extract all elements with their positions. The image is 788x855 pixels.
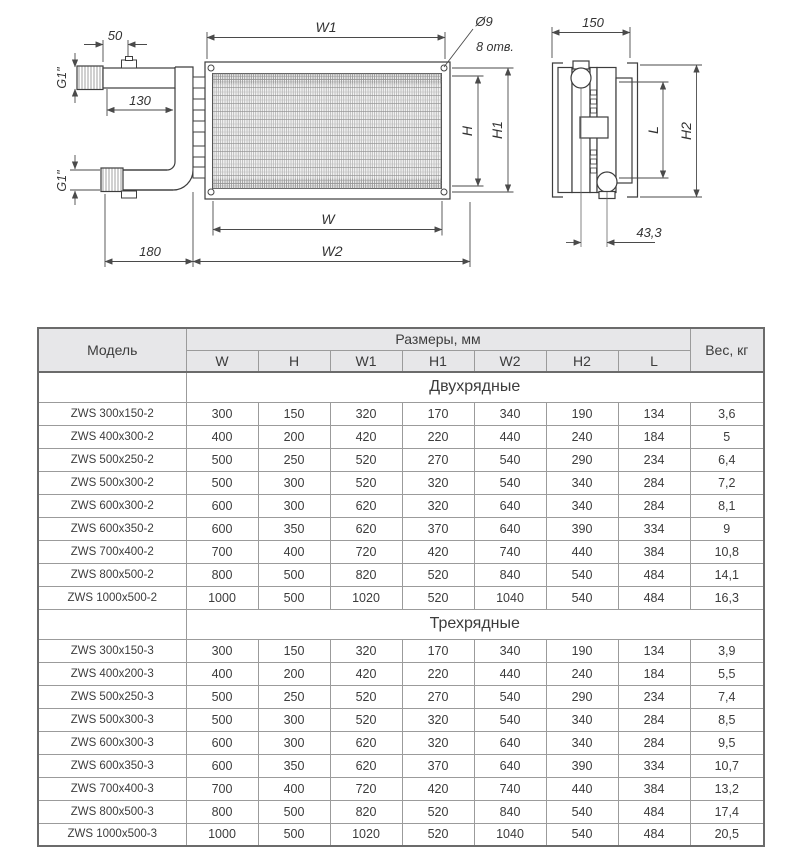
dim-label-g1-bottom: G1" [55, 170, 69, 192]
weight-cell: 7,2 [690, 471, 764, 494]
model-cell: ZWS 800x500-3 [38, 800, 186, 823]
dim-cell: 540 [546, 586, 618, 609]
dim-cell: 340 [546, 494, 618, 517]
table-row [38, 800, 764, 823]
dim-cell: 640 [474, 517, 546, 540]
dim-cell: 1040 [474, 586, 546, 609]
dim-cell: 500 [186, 708, 258, 731]
section-title: Трехрядные [186, 609, 764, 639]
model-cell: ZWS 700x400-2 [38, 540, 186, 563]
table-row [38, 471, 764, 494]
dim-cell: 400 [186, 425, 258, 448]
dim-label-h: H [459, 125, 475, 137]
dim-cell: 620 [330, 754, 402, 777]
dim-cell: 1020 [330, 586, 402, 609]
dim-cell: 540 [546, 823, 618, 846]
weight-cell: 10,8 [690, 540, 764, 563]
dim-cell: 440 [546, 540, 618, 563]
front-view [77, 57, 450, 200]
table-row [38, 425, 764, 448]
dim-cell: 184 [618, 425, 690, 448]
table-row [38, 823, 764, 846]
dim-cell: 270 [402, 448, 474, 471]
dim-cell: 250 [258, 685, 330, 708]
technical-drawing [0, 0, 788, 312]
dim-cell: 340 [546, 731, 618, 754]
section-row [38, 609, 764, 639]
dim-cell: 170 [402, 402, 474, 425]
weight-cell: 7,4 [690, 685, 764, 708]
side-plate-4 [616, 78, 632, 183]
dim-cell: 234 [618, 448, 690, 471]
dim-cell: 200 [258, 425, 330, 448]
dim-cell: 320 [330, 402, 402, 425]
dim-label-w: W [321, 211, 335, 227]
dim-cell: 500 [258, 563, 330, 586]
table-row [38, 777, 764, 800]
dim-cell: 640 [474, 754, 546, 777]
side-view [553, 61, 638, 247]
dim-cell: 284 [618, 708, 690, 731]
dim-cell: 334 [618, 517, 690, 540]
dim-cell: 350 [258, 517, 330, 540]
model-cell: ZWS 500x250-2 [38, 448, 186, 471]
bottom-pipe [101, 168, 173, 198]
dim-cell: 284 [618, 471, 690, 494]
model-cell: ZWS 400x200-3 [38, 662, 186, 685]
dim-cell: 300 [258, 731, 330, 754]
dim-cell: 150 [258, 402, 330, 425]
dim-cell: 300 [186, 402, 258, 425]
section-empty-cell [38, 609, 186, 639]
table-row [38, 731, 764, 754]
dim-cell: 640 [474, 731, 546, 754]
model-cell: ZWS 500x250-3 [38, 685, 186, 708]
dim-cell: 400 [186, 662, 258, 685]
dim-cell: 290 [546, 685, 618, 708]
header-weight: Вес, кг [690, 328, 764, 372]
dim-cell: 484 [618, 586, 690, 609]
dim-cell: 250 [258, 448, 330, 471]
dim-cell: 390 [546, 754, 618, 777]
dim-cell: 370 [402, 517, 474, 540]
dim-cell: 540 [546, 800, 618, 823]
section-title: Двухрядные [186, 372, 764, 402]
section-row [38, 372, 764, 402]
dim-cell: 484 [618, 800, 690, 823]
dim-cell: 340 [474, 402, 546, 425]
core-bottom-band [213, 179, 442, 189]
header-col-h1: H1 [402, 350, 474, 372]
dim-cell: 520 [402, 800, 474, 823]
header-model: Модель [38, 328, 186, 372]
dim-cell: 520 [402, 563, 474, 586]
dim-cell: 400 [258, 777, 330, 800]
dim-cell: 820 [330, 800, 402, 823]
dim-cell: 1020 [330, 823, 402, 846]
dim-cell: 640 [474, 494, 546, 517]
dim-label-180: 180 [139, 244, 161, 259]
weight-cell: 9 [690, 517, 764, 540]
top-pipe-section [571, 68, 591, 88]
bottom-pipe-section [597, 172, 617, 192]
model-cell: ZWS 800x500-2 [38, 563, 186, 586]
dim-cell: 134 [618, 639, 690, 662]
dim-cell: 540 [474, 471, 546, 494]
dim-cell: 600 [186, 494, 258, 517]
dim-label-w1: W1 [315, 19, 337, 35]
dim-cell: 320 [330, 639, 402, 662]
dim-cell: 220 [402, 425, 474, 448]
dim-cell: 1040 [474, 823, 546, 846]
weight-cell: 10,7 [690, 754, 764, 777]
dim-cell: 620 [330, 494, 402, 517]
dim-cell: 190 [546, 402, 618, 425]
center-block [580, 117, 608, 138]
table-row [38, 517, 764, 540]
table-row [38, 639, 764, 662]
dim-cell: 500 [186, 685, 258, 708]
dim-cell: 200 [258, 662, 330, 685]
dim-cell: 1000 [186, 586, 258, 609]
dim-cell: 420 [402, 777, 474, 800]
air-vent-fitting [122, 60, 137, 68]
dim-cell: 720 [330, 540, 402, 563]
spec-table [37, 327, 765, 847]
dim-cell: 240 [546, 662, 618, 685]
dim-cell: 150 [258, 639, 330, 662]
dim-cell: 370 [402, 754, 474, 777]
dim-cell: 340 [546, 471, 618, 494]
header-col-h2: H2 [546, 350, 618, 372]
table-row [38, 754, 764, 777]
dim-cell: 390 [546, 517, 618, 540]
dim-cell: 134 [618, 402, 690, 425]
dim-cell: 540 [474, 708, 546, 731]
dim-cell: 440 [474, 425, 546, 448]
dim-cell: 520 [330, 471, 402, 494]
dim-cell: 620 [330, 731, 402, 754]
top-pipe [77, 57, 175, 90]
dim-cell: 520 [330, 685, 402, 708]
dim-label-50: 50 [107, 28, 123, 43]
table-row [38, 662, 764, 685]
dim-cell: 500 [258, 586, 330, 609]
table-row [38, 540, 764, 563]
dim-cell: 700 [186, 777, 258, 800]
dim-cell: 500 [186, 448, 258, 471]
dim-cell: 800 [186, 563, 258, 586]
dim-cell: 184 [618, 662, 690, 685]
weight-cell: 8,5 [690, 708, 764, 731]
dim-cell: 240 [546, 425, 618, 448]
dim-cell: 400 [258, 540, 330, 563]
weight-cell: 13,2 [690, 777, 764, 800]
dim-cell: 440 [546, 777, 618, 800]
dim-cell: 520 [402, 823, 474, 846]
dim-cell: 420 [402, 540, 474, 563]
weight-cell: 17,4 [690, 800, 764, 823]
dim-label-w2: W2 [321, 243, 343, 259]
model-cell: ZWS 600x350-3 [38, 754, 186, 777]
dim-cell: 840 [474, 800, 546, 823]
dim-label-43-3: 43,3 [636, 225, 662, 240]
dim-cell: 320 [402, 708, 474, 731]
model-cell: ZWS 500x300-2 [38, 471, 186, 494]
weight-cell: 20,5 [690, 823, 764, 846]
weight-cell: 6,4 [690, 448, 764, 471]
dim-cell: 500 [258, 800, 330, 823]
dim-cell: 270 [402, 685, 474, 708]
dim-cell: 170 [402, 639, 474, 662]
core-top-band [213, 74, 442, 84]
table-header [38, 328, 764, 372]
dim-cell: 720 [330, 777, 402, 800]
dim-cell: 300 [258, 494, 330, 517]
model-cell: ZWS 300x150-3 [38, 639, 186, 662]
dim-cell: 300 [258, 708, 330, 731]
dim-cell: 820 [330, 563, 402, 586]
dim-cell: 740 [474, 777, 546, 800]
dim-cell: 500 [258, 823, 330, 846]
dim-cell: 484 [618, 823, 690, 846]
section-empty-cell [38, 372, 186, 402]
spec-table-body [38, 372, 764, 846]
side-plate-1 [558, 68, 572, 193]
header-col-l: L [618, 350, 690, 372]
weight-cell: 5 [690, 425, 764, 448]
dim-cell: 700 [186, 540, 258, 563]
header-col-w1: W1 [330, 350, 402, 372]
dim-cell: 600 [186, 754, 258, 777]
model-cell: ZWS 1000x500-3 [38, 823, 186, 846]
model-cell: ZWS 600x300-2 [38, 494, 186, 517]
dim-label-g1-top: G1" [55, 67, 69, 89]
dim-cell: 600 [186, 517, 258, 540]
dim-label-h2: H2 [678, 122, 694, 140]
stub-tubes [193, 77, 205, 178]
weight-cell: 3,6 [690, 402, 764, 425]
dim-cell: 500 [186, 471, 258, 494]
table-row [38, 685, 764, 708]
dim-cell: 220 [402, 662, 474, 685]
dim-cell: 540 [474, 448, 546, 471]
model-cell: ZWS 1000x500-2 [38, 586, 186, 609]
weight-cell: 8,1 [690, 494, 764, 517]
dim-cell: 600 [186, 731, 258, 754]
dim-cell: 234 [618, 685, 690, 708]
dim-label-130: 130 [129, 93, 151, 108]
weight-cell: 3,9 [690, 639, 764, 662]
dim-cell: 800 [186, 800, 258, 823]
table-row [38, 402, 764, 425]
dim-cell: 350 [258, 754, 330, 777]
dim-cell: 300 [258, 471, 330, 494]
header-col-h: H [258, 350, 330, 372]
weight-cell: 16,3 [690, 586, 764, 609]
dim-cell: 284 [618, 731, 690, 754]
dim-label-150: 150 [582, 15, 604, 30]
header-col-w2: W2 [474, 350, 546, 372]
dim-cell: 384 [618, 540, 690, 563]
header-col-w: W [186, 350, 258, 372]
dim-label-h1: H1 [489, 121, 505, 139]
model-cell: ZWS 500x300-3 [38, 708, 186, 731]
model-cell: ZWS 300x150-2 [38, 402, 186, 425]
dim-cell: 520 [330, 708, 402, 731]
dim-cell: 1000 [186, 823, 258, 846]
dim-cell: 284 [618, 494, 690, 517]
weight-cell: 9,5 [690, 731, 764, 754]
dim-cell: 300 [186, 639, 258, 662]
dim-cell: 540 [546, 563, 618, 586]
drain-fitting [122, 191, 137, 198]
weight-cell: 5,5 [690, 662, 764, 685]
header-dimensions: Размеры, мм [186, 328, 690, 350]
dim-cell: 420 [330, 662, 402, 685]
dim-cell: 320 [402, 471, 474, 494]
table-row [38, 708, 764, 731]
dim-cell: 440 [474, 662, 546, 685]
dim-cell: 190 [546, 639, 618, 662]
dim-cell: 520 [330, 448, 402, 471]
dim-cell: 334 [618, 754, 690, 777]
table-row [38, 586, 764, 609]
dim-label-hole-count: 8 отв. [476, 40, 514, 54]
dim-label-hole-dia: Ø9 [475, 14, 493, 29]
dim-label-l: L [645, 126, 661, 134]
dim-cell: 520 [402, 586, 474, 609]
table-row [38, 448, 764, 471]
dim-cell: 540 [474, 685, 546, 708]
dim-cell: 620 [330, 517, 402, 540]
dim-cell: 484 [618, 563, 690, 586]
dim-cell: 340 [546, 708, 618, 731]
dim-cell: 290 [546, 448, 618, 471]
model-cell: ZWS 400x300-2 [38, 425, 186, 448]
dim-cell: 320 [402, 494, 474, 517]
dim-cell: 340 [474, 639, 546, 662]
dim-cell: 384 [618, 777, 690, 800]
table-row [38, 563, 764, 586]
dim-cell: 420 [330, 425, 402, 448]
model-cell: ZWS 600x350-2 [38, 517, 186, 540]
model-cell: ZWS 700x400-3 [38, 777, 186, 800]
table-row [38, 494, 764, 517]
weight-cell: 14,1 [690, 563, 764, 586]
finned-core [213, 74, 442, 189]
dim-cell: 840 [474, 563, 546, 586]
dim-cell: 320 [402, 731, 474, 754]
dim-cell: 740 [474, 540, 546, 563]
model-cell: ZWS 600x300-3 [38, 731, 186, 754]
